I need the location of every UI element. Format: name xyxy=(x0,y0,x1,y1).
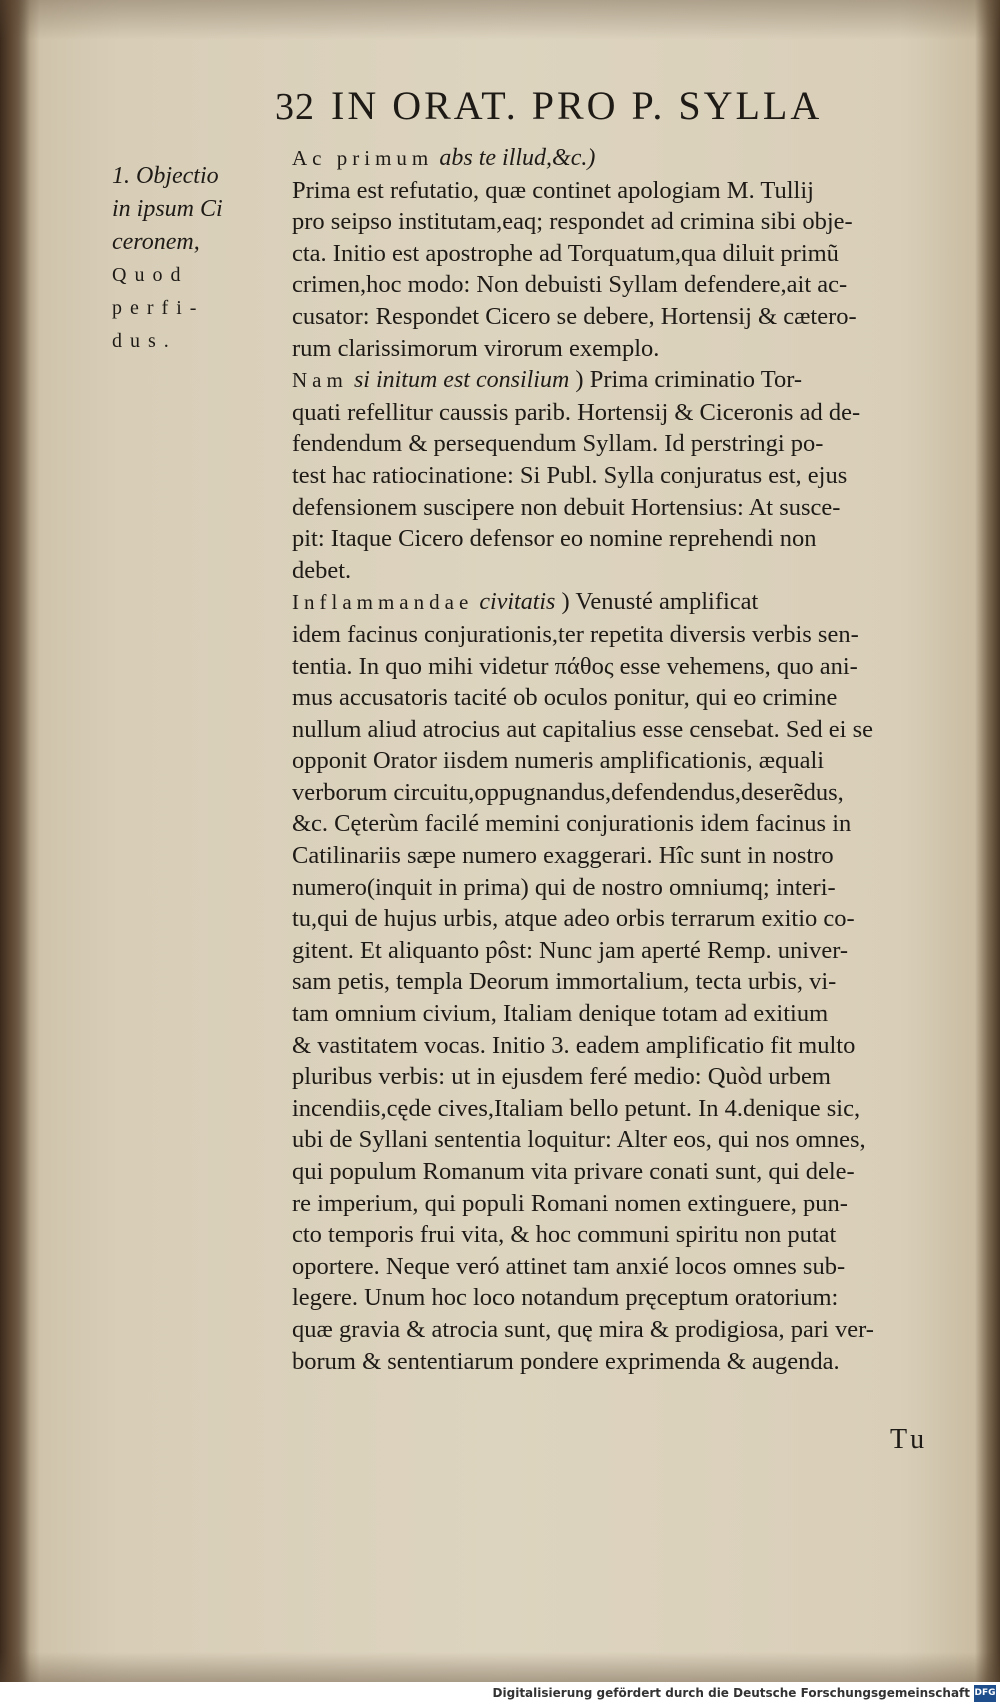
page-number: 32 xyxy=(275,86,315,128)
lemma-caps: Nam xyxy=(292,368,348,393)
catchword: Tu xyxy=(890,1424,929,1455)
paragraph-3 xyxy=(292,586,952,1377)
lemma-italic: abs te illud,&c.) xyxy=(439,145,596,171)
text-line: oportere. Neque veró attinet tam anxié locos omnes sub- xyxy=(292,1252,846,1280)
text-line: numero(inquit in prima) qui de nostro omniumq; interi- xyxy=(292,873,836,901)
text-line: defensionem suscipere non debuit Hortensius: At susce- xyxy=(292,493,841,521)
text-line: tam omnium civium, Italiam denique totam ad exitium xyxy=(292,1000,829,1028)
text-line: nullum aliud atrocius aut capitalius esse censebat. Sed ei se xyxy=(292,715,874,743)
running-head-title: IN ORAT. PRO P. SYLLA xyxy=(331,83,823,128)
margin-note-line: dus. xyxy=(112,330,177,352)
lemma-caps: Inflammandae xyxy=(292,590,474,615)
paragraph-2 xyxy=(292,364,952,586)
text-line: cto temporis frui vita, & hoc communi spiritu non putat xyxy=(292,1221,837,1249)
text-line: test hac ratiocinatione: Si Publ. Sylla conjuratus est, ejus xyxy=(292,461,848,489)
margin-note-line: in ipsum Ci xyxy=(112,196,223,222)
text-line: legere. Unum hoc loco notandum pręceptum oratorium: xyxy=(292,1284,839,1312)
footer-credit: Digitalisierung gefördert durch die Deutsche Forschungsgemeinschaft xyxy=(492,1686,970,1700)
text-line: fendendum & persequendum Syllam. Id perstringi po- xyxy=(292,430,824,458)
lemma-italic: si initum est consilium xyxy=(353,367,570,394)
lemma-line xyxy=(292,364,952,397)
text-line: crimen,hoc modo: Non debuisti Syllam defendere,ait ac- xyxy=(292,271,848,299)
lemma-caps: Ac primum xyxy=(292,146,434,170)
digitization-footer xyxy=(0,1682,1000,1707)
page-top-shadow xyxy=(0,0,1000,40)
margin-note-line: 1. Objectio xyxy=(112,163,219,189)
text-line: sam petis, templa Deorum immortalium, tecta urbis, vi- xyxy=(292,968,837,996)
text-line: qui populum Romanum vita privare conati sunt, qui dele- xyxy=(292,1158,855,1185)
margin-note xyxy=(112,160,272,358)
text-line: pit: Itaque Cicero defensor eo nomine reprehendi non xyxy=(292,525,817,553)
text-line: re imperium, qui populi Romani nomen extinguere, pun- xyxy=(292,1189,848,1217)
text-line: gitent. Et aliquanto pôst: Nunc jam aperté Remp. univer- xyxy=(292,936,849,964)
margin-note-line: perfi- xyxy=(112,297,205,319)
text-line: tu,qui de hujus urbis, atque adeo orbis terrarum exitio co- xyxy=(292,905,855,933)
text-line: Catilinariis sæpe numero exaggerari. Hîc sunt in nostro xyxy=(292,842,834,870)
lemma-italic: civitatis xyxy=(479,589,556,616)
dfg-logo: DFG xyxy=(974,1685,996,1702)
text-line: quæ gravia & atrocia sunt, quę mira & prodigiosa, pari ver- xyxy=(292,1315,874,1343)
text-line: quati refellitur caussis parib. Hortensij & Ciceronis ad de- xyxy=(292,398,861,426)
text-fragment: ) Venusté amplificat xyxy=(561,588,759,616)
running-head xyxy=(275,82,915,138)
text-line: ubi de Syllani sententia loquitur: Alter eos, qui nos omnes, xyxy=(292,1126,866,1154)
paragraph-1 xyxy=(292,142,952,364)
text-line: Prima est refutatio, quæ continet apologiam M. Tullij xyxy=(292,176,814,204)
text-line: cusator: Respondet Cicero se debere, Hortensij & cætero- xyxy=(292,302,857,330)
text-line: pro seipso institutam,eaq; respondet ad crimina sibi obje- xyxy=(292,208,853,236)
text-line: &c. Cęterùm facilé memini conjurationis idem facinus in xyxy=(292,810,852,838)
text-line: idem facinus conjurationis,ter repetita diversis verbis sen- xyxy=(292,620,859,648)
text-line: borum & sententiarum pondere exprimenda & augenda. xyxy=(292,1347,840,1375)
text-line: & vastitatem vocas. Initio 3. eadem amplificatio fit multo xyxy=(292,1031,856,1059)
text-line: verborum circuitu,oppugnandus,defendendus,deserẽdus, xyxy=(292,778,844,806)
text-line: rum clarissimorum virorum exemplo. xyxy=(292,334,660,362)
margin-note-line: ceronem, xyxy=(112,229,200,255)
text-line: opponit Orator iisdem numeris amplificationis, æquali xyxy=(292,747,825,775)
text-line: cta. Initio est apostrophe ad Torquatum,qua diluit primũ xyxy=(292,239,839,267)
text-line: pluribus verbis: ut in ejusdem feré medio: Quòd urbem xyxy=(292,1063,831,1091)
text-line: mus accusatoris tacité ob oculos ponitur, qui eo crimine xyxy=(292,684,838,712)
lemma-line xyxy=(292,586,952,619)
main-text xyxy=(292,142,952,1377)
text-line: incendiis,cęde cives,Italiam bello petunt. In 4.denique sic, xyxy=(292,1094,861,1122)
page-bottom-shadow xyxy=(0,1652,1000,1682)
margin-note-line: Quod xyxy=(112,264,189,286)
text-line: debet. xyxy=(292,556,352,584)
text-line: tentia. In quo mihi videtur πάθος esse vehemens, quo ani- xyxy=(292,652,858,680)
text-fragment: ) Prima criminatio Tor- xyxy=(575,366,803,394)
lemma-line xyxy=(292,142,952,175)
